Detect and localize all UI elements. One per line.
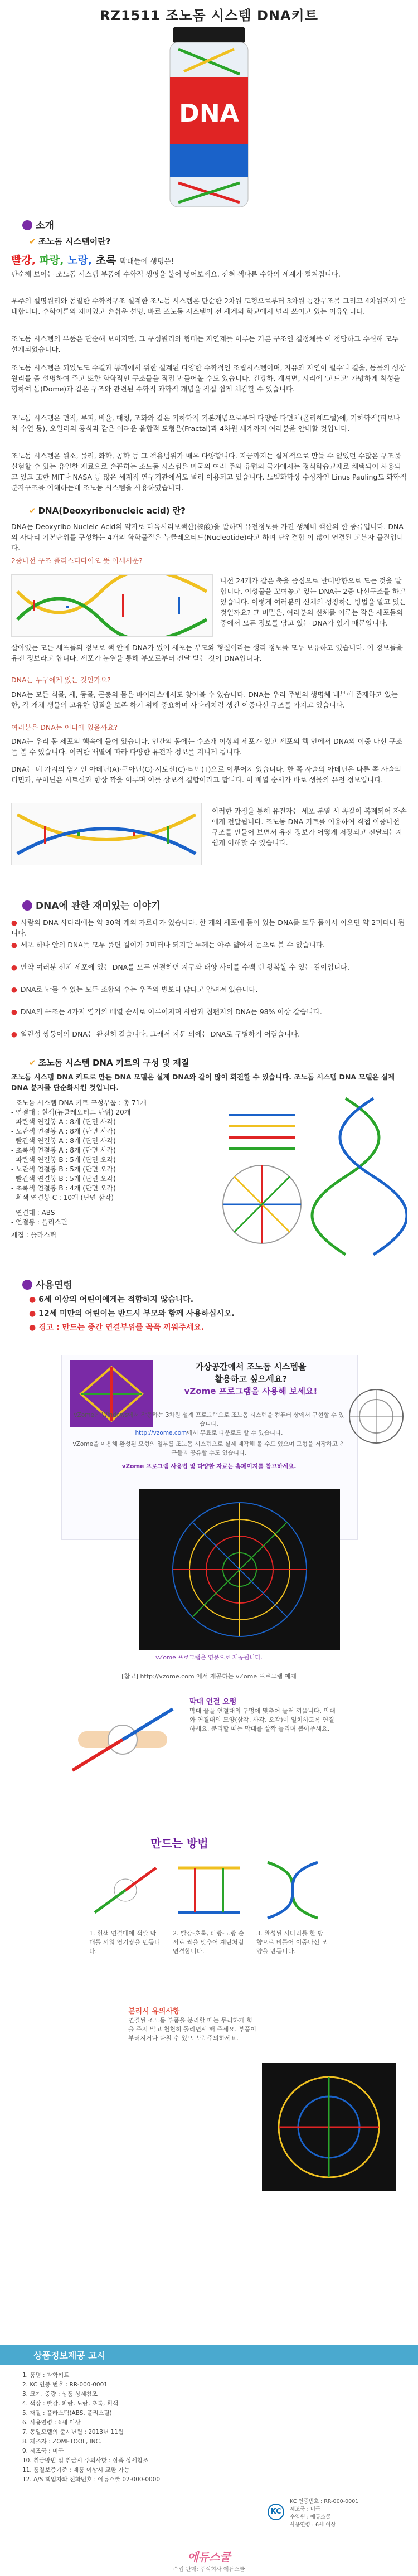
dna-para-7: 이러한 과정을 통해 유전자는 세포 분열 시 똑같이 복제되어 자손에게 전달됩니다. 조노돔 DNA 키트를 이용하여 직접 이중나선 구조를 만들어 보면서 유전 정보가 어떻게 저장되고 전달되는지 쉽게 이해할 수 있습니다.	[212, 807, 407, 847]
lead-line: 빨강, 파랑, 노랑, 초록 막대들에 생명을!	[11, 254, 174, 267]
intro-para-2: 우주의 설명원리와 동일한 수학적구조 설계한 조노돔 시스템은 단순한 2차원 도형으로부터 3차원 공간구조를 그리고 4차원까지 안내합니다. 수학이론의 재미있고 손쉬운 설명, 바로 조노돔 시스템이 전 세계의 학교에서 널리 쓰이고 있는 이유입니다.	[11, 297, 406, 316]
fun-item: ● DNA의 구조는 4가지 염기의 배열 순서로 이루어지며 사람과 침팬지의 DNA는 98% 이상 같습니다.	[11, 1008, 322, 1016]
product-jar-image	[145, 27, 273, 211]
marker-icon: ✔	[29, 236, 36, 246]
separation-callout: 분리시 유의사항 연결된 조노돔 부품을 분리할 때는 무리하게 힘을 주지 말고 천천히 돌리면서 빼 주세요. 부품이 부러지거나 다칠 수 있으므로 주의하세요.	[128, 2007, 256, 2042]
make-step: 3. 완성된 사다리를 한 방향으로 비틀어 이중나선 모양을 만듭니다.	[256, 1930, 328, 1955]
dna-question-1: 2중나선 구조 폴리스디다이오 뜻 어세서운?	[11, 556, 143, 565]
dna-helix-figure	[11, 574, 213, 637]
fun-item: ● DNA로 만들 수 있는 모든 조합의 수는 우주의 별보다 많다고 알려져 있습니다.	[11, 985, 258, 994]
safety-item: ● 6세 이상의 어린이에게는 적합하지 않습니다.	[29, 1295, 194, 1304]
vzome-heading: 가상공간에서 조노돔 시스템을 활용하고 싶으세요? vZome 프로그램을 사용해 보세요!	[184, 1362, 318, 1396]
kit-heading: ✔ 조노돔 시스템 DNA 키트의 구성 및 재질	[29, 1058, 189, 1068]
vzome-para-1: vZome은 Windows에서 작동하는 3차원 설계 프로그램으로 조노돔 시스템을 컴퓨터 상에서 구현할 수 있습니다.	[74, 1412, 344, 1427]
vzome-screenshot	[139, 1489, 340, 1650]
brand-sub: 수입 판매: 주식회사 에듀스쿨	[173, 2567, 245, 2573]
dna-para-6: DNA는 네 가지의 염기인 아데닌(A)·구아닌(G)·시토신(C)·티민(T)으로 이루어져 있습니다. 한 쪽 사슬의 아데닌은 다른 쪽 사슬의 티민과, 구아닌은 시토신과 항상 짝을 이루며 이를 상보적 결합이라고 합니다. 이 배열 순서가 바로 생물의 유전 정보입니다.	[11, 765, 401, 784]
vzome-download: http://vzome.com에서 무료로 다운로드 할 수 있습니다.	[135, 1430, 283, 1436]
safety-warning: ● 경고 : 만드는 중간 연결부위를 꼭꼭 끼워주세요.	[29, 1323, 205, 1332]
dna-ladder-figure	[11, 803, 202, 865]
assembled-structure-image	[262, 2063, 396, 2191]
step-2-image	[173, 1857, 245, 1924]
product-title: RZ1511 조노돔 시스템 DNA키트	[100, 8, 318, 23]
fun-item: ● 만약 여러분 신체 세포에 있는 DNA를 모두 연결하면 지구와 태양 사이를 수백 번 왕복할 수 있는 길이입니다.	[11, 963, 350, 971]
dna-what-heading: ✔ DNA(Deoxyribonucleic acid) 란?	[29, 506, 186, 516]
dna-para-4: DNA는 모든 식물, 새, 동물, 곤충의 몸은 바이러스에서도 찾아볼 수 있습니다. DNA는 우리 주변의 생명체 내부에 존재하고 있는 한, 각 개체 생물의 고유한 형질을 보존 하기 위해 중요하며 사다리처럼 생긴 이중나선 구조를 가지고 있습니다.	[11, 690, 398, 709]
what-is-heading: ✔ 조노돔 시스템이란?	[29, 236, 111, 246]
step-1-image	[89, 1857, 162, 1924]
step-3-image	[256, 1857, 329, 1924]
intro-heading: 소개	[22, 217, 54, 231]
safety-heading: 사용연령	[22, 1277, 72, 1291]
info-title: 상품정보제공 고시	[33, 2350, 106, 2361]
dna-para-1: DNA는 Deoxyribo Nucleic Acid의 약자로 다옥시리보핵산(核酸)을 말하며 유전정보를 가진 생체내 핵산의 한 종류입니다. DNA의 사다리 기본단위를 구성하는 4개의 화학물질은 뉴클레오티드(Nucleotide)라고 하며 단위결합 이 많이 연결된 고분자 물질입니다.	[11, 522, 404, 552]
dna-para-2: 나선 24개가 같은 축을 중심으로 반대방향으로 도는 것을 말합니다. 이성물을 꼬여놓고 있는 DNA는 2중 나선구조를 하고 있습니다. 이렇게 여러분의 신체의 성장하는 방법을 알고 있는 것일까요? 그 비밀은, 여러분의 신체를 이루는 작은 세포들의 중에서 모든 정보를 담고 있는 DNA가 있기 때문입니다.	[220, 577, 406, 627]
info-list: 1. 품명 : 과학키트 2. KC 인증 번호 : RR-000-0001 3. 크기, 중량 : 상품 상세참조 4. 색상 : 빨강, 파랑, 노랑, 초록, 흰색 5. 재질 : 플라스틱(ABS, 폴리스틸) 6. 사용연령 : 6세 이상 7. 동일모델의 출시년월 : 2013년 11월 8. 제조자 : ZOMETOOL, INC. 9. 제조국 : 미국 10. 취급방법 및 취급시 주의사항 : 상품 상세참조 11. 품질보증기준 : 제품 이상시 교환 가능 12. A/S 책임자와 전화번호 : 에듀스쿨 02-000-0000	[22, 2372, 161, 2483]
vzome-caption: [참고] http://vzome.com 에서 제공하는 vZome 프로그램 예제	[121, 1673, 297, 1680]
intro-para-1: 단순해 보이는 조노돔 시스템 부품에 수학적 생명을 불어 넣어보세요. 전혀 색다른 수학의 세계가 펼쳐집니다.	[11, 270, 341, 278]
right-info: KC 인증번호 : RR-000-0001 제조국 : 미국 수입원 : 에듀스쿨 사용연령 : 6세 이상	[290, 2498, 359, 2528]
dna-question-3: 여러분은 DNA는 어디에 있을까요?	[11, 723, 118, 732]
intro-para-6: 조노돔 시스템은 원소, 물리, 화학, 공학 등 그 적용범위가 매우 다양합니다. 지금까지는 실제적으로 만들 수 없었던 수많은 구조물 실험할 수 있는 유일한 재료으로 손꼽히는 조노돔 시스템은 미국의 여러 주와 유럽의 국가에서는 정식학습교재로 채택되어 사용되고 있고 또한 MIT나 NASA 등 많은 세계적 연구기관에서도 널리 이용되고 있습니다. 노벨화학상 수상자인 Linus Pauling도 화학적 분자구조를 이해하는데 조노돔 시스템을 사용하였습니다.	[11, 452, 407, 492]
vzome-link[interactable]: http://vzome.com	[135, 1430, 187, 1436]
dna-para-5: DNA는 우리 몸 세포의 핵속에 들어 있습니다. 인간의 몸에는 수조개 이상의 세포가 있고 세포의 핵 안에서 DNA의 이중 나선 구조를 볼 수 있습니다. 이러한 배열에 따라 다양한 유전자 정보를 지니게 됩니다.	[11, 737, 403, 756]
bullet-dot-icon	[22, 900, 32, 911]
make-step: 1. 흰색 연결대에 색깔 막대를 끼워 염기쌍을 만듭니다.	[89, 1930, 161, 1955]
marker-icon: ✔	[29, 506, 36, 516]
intro-para-4: 조노돔 시스템은 되었노도 수결과 통과에서 위한 설계된 다양한 수학적인 조립시스템이며, 자유와 자연이 필수니 결을, 동물의 성장원리를 좀 설명하여 주고 또한 화학적인 구조물을 직접 만들어볼 수도 있습니다. 건강하, 계셔면, 시리에 '고드고' 가망하게 착성을 형하여 돔(Dome)과 같은 구조와 관련된 수학적 과학적 개념을 직접 쉽게 체감할 수 있습니다.	[11, 364, 406, 393]
marker-icon: ✔	[29, 1058, 36, 1068]
intro-para-5: 조노돔 시스템은 면적, 부피, 비율, 대칭, 조화와 같은 기하학적 기본개념으로부터 다양한 다면체(폴리헤드럴)에, 기하학적(피보나치 수열 등), 오일러의 공식과 같은 어려운 올합적 도형은(Fractal)과 4차원 세계까지 여러분을 안내할 것입니다.	[11, 414, 401, 433]
brand-logo	[0, 2548, 418, 2573]
kit-para: 조노돔 시스템 DNA 키트로 만든 DNA 모델은 실제 DNA와 같이 많이 회전할 수 있습니다. 조노돔 시스템 DNA 모델은 실제 DNA 분자를 단순화시킨 것입니다.	[11, 1073, 395, 1092]
dna-para-3: 살아있는 모든 세포들의 정보로 핵 안에 DNA가 있어 세포는 부모와 형질이라는 생리 정보를 모두 보유하고 있습니다. 이 정보들을 유전 정보라고 합니다. 세포가 분열을 통해 부모로부터 전달 받는 것이 DNA입니다.	[11, 643, 403, 662]
kit-assembled-figure	[206, 1093, 407, 1260]
zome-sphere-image	[346, 1377, 407, 1455]
brand-name: 에듀스쿨	[187, 2550, 231, 2564]
fun-heading: DNA에 관한 재미있는 이야기	[22, 898, 160, 912]
tip-callout: 막대 연결 요령 막대 끝을 연결대의 구멍에 맞추어 눌러 끼웁니다. 막대와 연결대의 모양(삼각, 사각, 오각)이 일치하도록 연결하세요. 분리할 때는 막대를 살짝 돌리며 뽑아주세요.	[189, 1698, 336, 1732]
safety-item: ● 12세 미만의 어린이는 반드시 부모와 함께 사용하십시오.	[29, 1309, 235, 1318]
fun-item: ● 사람의 DNA 사다리에는 약 30억 개의 가로대가 있습니다. 한 개의 세포에 들어 있는 DNA를 모두 풀어서 이으면 약 2미터나 됩니다.	[11, 918, 405, 937]
bullet-dot-icon	[22, 220, 32, 230]
parts-list: - 조노돔 시스템 DNA 키트 구성부품 : 총 71개 - 연결대 : 흰색(뉴클레오티드 단위) 20개 - 파란색 연결봉 A : 8개 (단면 사각) - 노란색 연결봉 A : 8개 (단면 사각) - 빨간색 연결봉 A : 8개 (단면 사각) - 초록색 연결봉 A : 8개 (단면 사각) - 파란색 연결봉 B : 5개 (단면 오각) - 노란색 연결봉 B : 5개 (단면 오각) - 빨간색 연결봉 B : 5개 (단면 오각) - 초록색 연결봉 B : 4개 (단면 오각) - 흰색 연결봉 C : 10개 (단면 삼각) - 연결대 : ABS - 연결봉 : 폴리스틸 재질 : 플라스틱	[11, 1099, 147, 1239]
make-step: 2. 빨강-초록, 파랑-노랑 순서로 짝을 맞추어 계단처럼 연결합니다.	[173, 1930, 245, 1955]
jar-label: DNA	[179, 99, 239, 128]
kc-mark-icon: KC	[268, 2504, 284, 2520]
vzome-para-5: vZome 프로그램은 영문으로 제공됩니다.	[155, 1654, 263, 1661]
bullet-dot-icon	[22, 1280, 32, 1290]
connector-photo	[67, 1692, 178, 1787]
make-heading: 만드는 방법	[150, 1837, 208, 1850]
vzome-para-3: vZome을 이용해 완성된 모형의 일부를 조노돔 시스템으로 실제 제작해 볼 수도 있으며 모형을 저장하고 친구들과 공유할 수도 있습니다.	[72, 1441, 346, 1456]
dna-question-2: DNA는 누구에게 있는 것인가요?	[11, 676, 111, 684]
fun-item: ● 세포 하나 안의 DNA를 모두 풀면 길이가 2미터나 되지만 두께는 아주 얇아서 눈으로 볼 수 없습니다.	[11, 941, 325, 949]
intro-para-3: 조노돔 시스템의 부품은 단순해 보이지만, 그 구성원리와 형태는 자연계를 이루는 기본 구조인 결정체를 이 정당하고 수월해 모두 설계되었습니다.	[11, 335, 399, 354]
vzome-para-4: vZome 프로그램 사용법 및 다양한 자료는 홈페이지를 참고하세요.	[121, 1463, 297, 1470]
fun-item: ● 일란성 쌍둥이의 DNA는 완전히 같습니다. 그래서 지문 외에는 DNA로 구별하기 어렵습니다.	[11, 1030, 300, 1038]
